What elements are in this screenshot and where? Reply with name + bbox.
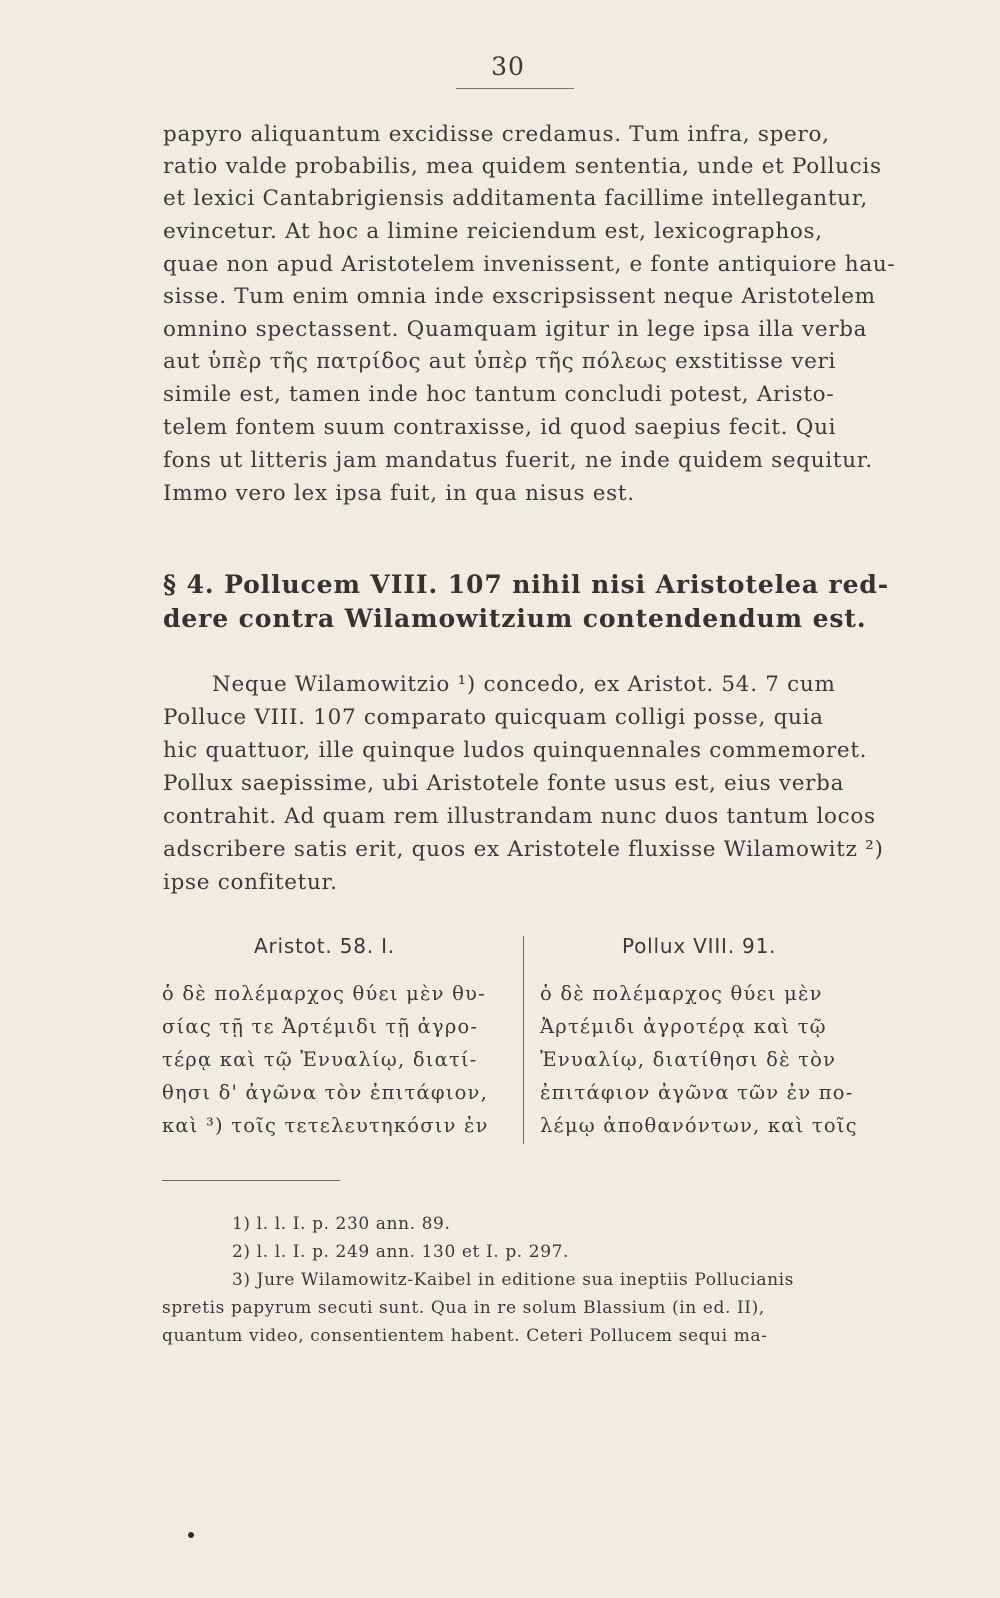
left-column-line: θησι δ' ἀγῶνα τὸν ἐπιτάφιον, [162,1081,488,1104]
footnote-line: 3) Jure Wilamowitz-Kaibel in editione sua ineptiis Pollucianis [232,1270,794,1290]
section-heading-line: § 4. Pollucem VIII. 107 nihil nisi Aristotelea red- [163,570,890,599]
right-column-line: λέμῳ ἀποθανόντων, καὶ τοῖς [540,1114,858,1137]
footnote-line: 1) l. l. I. p. 230 ann. 89. [232,1214,451,1234]
body-line: Immo vero lex ipsa fuit, in qua nisus est. [163,481,635,506]
body-line: quae non apud Aristotelem invenissent, e fonte antiquiore hau- [163,252,896,277]
left-column-line: τέρᾳ καὶ τῷ Ἐνυαλίῳ, διατί- [162,1048,478,1071]
body-line: sisse. Tum enim omnia inde exscripsissent neque Aristotelem [163,284,876,309]
body-line: simile est, tamen inde hoc tantum concludi potest, Aristo- [163,382,835,407]
body-line: ipse confitetur. [163,870,338,895]
right-column-heading: Pollux VIII. 91. [622,934,777,958]
page-number: 30 [491,52,525,81]
left-column-line: σίας τῇ τε Ἀρτέμιδι τῇ ἀγρο- [162,1015,479,1038]
body-line: Pollux saepissime, ubi Aristotele fonte usus est, eius verba [163,771,845,796]
column-divider [523,936,524,1144]
body-line: hic quattuor, ille quinque ludos quinquennales commemoret. [163,738,868,763]
body-line: adscribere satis erit, quos ex Aristotele fluxisse Wilamowitz ²) [163,837,884,862]
body-line: aut ὑπὲρ τῆς πατρίδος aut ὑπὲρ τῆς πόλεως exstitisse veri [163,349,837,374]
footnote-line: 2) l. l. I. p. 249 ann. 130 et I. p. 297. [232,1242,570,1262]
body-line: et lexici Cantabrigiensis additamenta facillime intellegantur, [163,186,868,211]
right-column-line: ἐπιτάφιον ἀγῶνα τῶν ἐν πο- [540,1081,854,1104]
footnote-line: spretis papyrum secuti sunt. Qua in re solum Blassium (in ed. II), [162,1298,765,1318]
body-line: evincetur. At hoc a limine reiciendum est, lexicographos, [163,219,823,244]
right-column-line: Ἀρτέμιδι ἀγροτέρᾳ καὶ τῷ [540,1015,827,1038]
section-heading-line: dere contra Wilamowitzium contendendum est. [163,604,867,633]
ink-speck [188,1532,194,1538]
body-line: ratio valde probabilis, mea quidem sententia, unde et Pollucis [163,154,882,179]
body-line: Neque Wilamowitzio ¹) concedo, ex Aristot. 54. 7 cum [212,672,836,697]
left-column-line: ὁ δὲ πολέμαρχος θύει μὲν θυ- [162,982,486,1005]
body-line: fons ut litteris jam mandatus fuerit, ne inde quidem sequitur. [163,448,873,473]
footnote-line: quantum video, consentientem habent. Ceteri Pollucem sequi ma- [162,1326,768,1346]
footnote-rule [162,1180,340,1181]
right-column-line: Ἐνυαλίῳ, διατίθησι δὲ τὸν [540,1048,837,1071]
body-line: Polluce VIII. 107 comparato quicquam colligi posse, quia [163,705,824,730]
body-line: omnino spectassent. Quamquam igitur in lege ipsa illa verba [163,317,868,342]
body-line: contrahit. Ad quam rem illustrandam nunc duos tantum locos [163,804,876,829]
right-column-line: ὁ δὲ πολέμαρχος θύει μὲν [540,982,823,1005]
left-column-line: καὶ ³) τοῖς τετελευτηκόσιν ἐν [162,1114,489,1137]
left-column-heading: Aristot. 58. I. [254,934,395,958]
body-line: papyro aliquantum excidisse credamus. Tum infra, spero, [163,122,830,147]
body-line: telem fontem suum contraxisse, id quod saepius fecit. Qui [163,415,837,440]
page-number-rule [456,88,574,89]
